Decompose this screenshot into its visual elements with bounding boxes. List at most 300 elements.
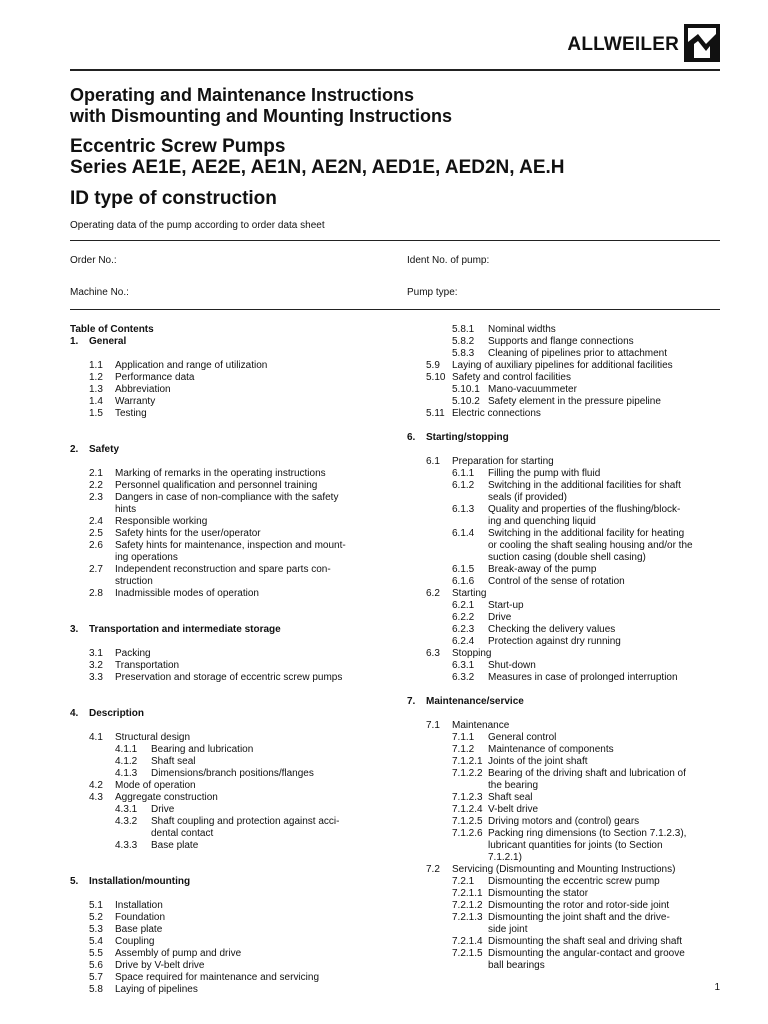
toc-spacer <box>70 348 390 360</box>
toc-entry-text: Cleaning of pipelines prior to attachment <box>488 348 667 359</box>
toc-entry <box>407 900 723 912</box>
toc-entry-number: 6.3.1 <box>452 660 475 671</box>
toc-entry-text: Dimensions/branch positions/flanges <box>151 768 314 779</box>
toc-entry <box>70 648 390 660</box>
toc-entry-text: Control of the sense of rotation <box>488 576 625 587</box>
toc-entry-text: Driving motors and (control) gears <box>488 816 640 827</box>
toc-spacer <box>70 720 390 732</box>
toc-entry-number: 1.5 <box>89 408 103 419</box>
toc-spacer <box>407 684 723 696</box>
toc-entry-text: Switching in the additional facility for heating <box>488 528 685 539</box>
toc-entry-number: 5.10.2 <box>452 396 480 407</box>
toc-entry-text: Starting <box>452 588 487 599</box>
toc-entry-text: Dismounting the eccentric screw pump <box>488 876 660 887</box>
rule-fields <box>70 309 720 310</box>
toc-entry-number: 1.4 <box>89 396 103 407</box>
toc-entry-text: dental contact <box>151 828 214 839</box>
toc-spacer <box>70 432 390 444</box>
toc-entry-number: 5.11 <box>426 408 445 419</box>
toc-entry-text: Electric connections <box>452 408 541 419</box>
toc-entry <box>407 528 723 540</box>
toc-entry-number: 5.2 <box>89 912 103 923</box>
toc-entry-text: Joints of the joint shaft <box>488 756 588 767</box>
toc-section-heading <box>70 876 390 888</box>
toc-entry <box>407 792 723 804</box>
toc-entry-text: lubricant quantities for joints (to Section <box>488 840 663 851</box>
toc-entry-text: Filling the pump with fluid <box>488 468 601 479</box>
toc-entry-number: 2.3 <box>89 492 103 503</box>
ident-no-label: Ident No. of pump: <box>407 255 490 266</box>
toc-entry-number: 6.1.4 <box>452 528 475 539</box>
toc-entry-text: Stopping <box>452 648 492 659</box>
toc-spacer <box>70 456 390 468</box>
toc-entry <box>407 516 723 528</box>
toc-entry <box>407 660 723 672</box>
toc-entry <box>407 624 723 636</box>
toc-spacer <box>70 600 390 612</box>
toc-entry-text: Independent reconstruction and spare parts con- <box>115 564 331 575</box>
toc-entry <box>70 900 390 912</box>
toc-entry-number: 7.2 <box>426 864 440 875</box>
toc-entry-number: 4.1.3 <box>115 768 138 779</box>
brand-header <box>567 24 720 62</box>
toc-entry-number: 2.1 <box>89 468 103 479</box>
toc-entry-text: Base plate <box>151 840 199 851</box>
toc-entry <box>407 960 723 972</box>
toc-entry-number: 1.2 <box>89 372 103 383</box>
toc-spacer <box>407 708 723 720</box>
toc-entry <box>70 840 390 852</box>
toc-entry-text: Safety and control facilities <box>452 372 571 383</box>
toc-entry-number: 5.8.3 <box>452 348 475 359</box>
toc-entry-text: Aggregate construction <box>115 792 218 803</box>
toc-entry <box>407 396 723 408</box>
toc-entry <box>407 492 723 504</box>
toc-entry <box>70 924 390 936</box>
toc-entry-number: 5.1 <box>89 900 103 911</box>
toc-entry-number: 4.1.2 <box>115 756 138 767</box>
title-line-5: ID type of construction <box>70 188 277 209</box>
toc-entry-text: V-belt drive <box>488 804 539 815</box>
toc-entry-text: Dismounting the angular-contact and groove <box>488 948 685 959</box>
toc-entry-text: Personnel qualification and personnel training <box>115 480 318 491</box>
toc-entry-number: 5.8 <box>89 984 103 995</box>
toc-entry-text: Preservation and storage of eccentric screw pumps <box>115 672 343 683</box>
toc-entry <box>70 960 390 972</box>
toc-entry <box>407 768 723 780</box>
toc-entry-text: Dismounting the stator <box>488 888 589 899</box>
toc-entry-text: Inadmissible modes of operation <box>115 588 259 599</box>
rule-intro <box>70 240 720 241</box>
toc-entry <box>70 408 390 420</box>
toc-entry-number: 7.2.1.1 <box>452 888 483 899</box>
toc-spacer <box>70 864 390 876</box>
page-number: 1 <box>714 982 720 993</box>
toc-entry <box>407 840 723 852</box>
toc-spacer <box>407 444 723 456</box>
toc-entry <box>407 348 723 360</box>
toc-entry <box>70 936 390 948</box>
toc-entry <box>407 756 723 768</box>
toc-entry-number: 5. <box>70 876 79 887</box>
toc-entry <box>70 468 390 480</box>
pump-type-label: Pump type: <box>407 287 458 298</box>
toc-entry <box>407 732 723 744</box>
toc-entry <box>407 336 723 348</box>
toc-section-heading <box>407 432 723 444</box>
toc-entry <box>407 372 723 384</box>
toc-entry-text: Quality and properties of the flushing/block- <box>488 504 681 515</box>
toc-entry <box>407 588 723 600</box>
title-line-4: Series AE1E, AE2E, AE1N, AE2N, AED1E, AED2N, AE.H <box>70 157 565 178</box>
toc-entry-text: Nominal widths <box>488 324 556 335</box>
toc-entry-text: Foundation <box>115 912 166 923</box>
toc-entry <box>407 672 723 684</box>
toc-entry <box>70 948 390 960</box>
toc-entry <box>70 516 390 528</box>
toc-entry-text: Application and range of utilization <box>115 360 268 371</box>
toc-entry-number: 1.3 <box>89 384 103 395</box>
toc-entry-text: side joint <box>488 924 528 935</box>
toc-entry-text: Transportation and intermediate storage <box>89 624 281 635</box>
toc-entry-number: 3.3 <box>89 672 103 683</box>
toc-entry <box>70 744 390 756</box>
toc-entry <box>407 648 723 660</box>
toc-entry-text: Protection against dry running <box>488 636 621 647</box>
title-line-3: Eccentric Screw Pumps <box>70 136 286 157</box>
toc-entry <box>407 480 723 492</box>
toc-spacer <box>70 636 390 648</box>
toc-entry-number: 7. <box>407 696 416 707</box>
toc-entry-text: Start-up <box>488 600 524 611</box>
toc-entry-text: Bearing and lubrication <box>151 744 254 755</box>
toc-entry-text: Description <box>89 708 145 719</box>
toc-spacer <box>70 696 390 708</box>
toc-entry <box>407 360 723 372</box>
toc-entry <box>407 564 723 576</box>
toc-entry <box>407 888 723 900</box>
toc-entry-number: 6.1 <box>426 456 440 467</box>
toc-entry-number: 1.1 <box>89 360 103 371</box>
toc-entry <box>70 480 390 492</box>
toc-entry-text: ball bearings <box>488 960 545 971</box>
toc-entry <box>70 912 390 924</box>
toc-entry-text: Safety <box>89 444 120 455</box>
toc-entry-text: hints <box>115 504 137 515</box>
toc-entry-text: struction <box>115 576 153 587</box>
toc-entry-number: 4.1.1 <box>115 744 138 755</box>
toc-entry <box>70 576 390 588</box>
toc-entry-text: Bearing of the driving shaft and lubrication of <box>488 768 686 779</box>
toc-entry-number: 7.1.2.1 <box>452 756 483 767</box>
toc-entry <box>407 504 723 516</box>
toc-section-heading <box>70 444 390 456</box>
toc-entry <box>70 588 390 600</box>
toc-entry-number: 5.6 <box>89 960 103 971</box>
toc-entry-text: Shaft seal <box>151 756 196 767</box>
toc-entry-number: 7.2.1 <box>452 876 475 887</box>
toc-entry-number: 6.1.3 <box>452 504 475 515</box>
toc-entry-text: Shaft seal <box>488 792 533 803</box>
toc-entry <box>70 552 390 564</box>
toc-entry-text: Shut-down <box>488 660 536 671</box>
toc-entry-text: or cooling the shaft sealing housing and/or the <box>488 540 693 551</box>
toc-entry-text: Testing <box>115 408 147 419</box>
toc-entry-number: 5.8.1 <box>452 324 475 335</box>
toc-entry-number: 3.2 <box>89 660 103 671</box>
toc-entry <box>407 876 723 888</box>
toc-entry-text: Safety hints for the user/operator <box>115 528 261 539</box>
toc-entry-number: 6.1.6 <box>452 576 475 587</box>
toc-entry-text: suction casing (double shell casing) <box>488 552 646 563</box>
toc-entry-text: Drive by V-belt drive <box>115 960 205 971</box>
toc-spacer <box>70 420 390 432</box>
toc-entry <box>70 360 390 372</box>
toc-entry-number: 1. <box>70 336 79 347</box>
toc-entry-text: Measures in case of prolonged interruption <box>488 672 678 683</box>
intro-text: Operating data of the pump according to order data sheet <box>70 220 325 231</box>
toc-entry-text: Transportation <box>115 660 180 671</box>
toc-entry-text: Shaft coupling and protection against acci- <box>151 816 340 827</box>
toc-entry-text: Performance data <box>115 372 195 383</box>
toc-entry-text: Dismounting the rotor and rotor-side joint <box>488 900 670 911</box>
toc-entry-number: 4.3.3 <box>115 840 138 851</box>
toc-entry <box>70 792 390 804</box>
toc-entry <box>407 408 723 420</box>
toc-entry-number: 7.1 <box>426 720 440 731</box>
toc-entry-text: Base plate <box>115 924 163 935</box>
toc-entry <box>407 540 723 552</box>
toc-entry <box>70 816 390 828</box>
toc-entry-number: 2.6 <box>89 540 103 551</box>
toc-entry-text: Dismounting the shaft seal and driving shaft <box>488 936 682 947</box>
toc-entry <box>407 912 723 924</box>
toc-entry-number: 2.2 <box>89 480 103 491</box>
toc-entry <box>70 984 390 996</box>
toc-entry <box>70 564 390 576</box>
brand-name: ALLWEILER <box>567 34 679 55</box>
toc-spacer <box>70 684 390 696</box>
toc-section-heading <box>407 696 723 708</box>
toc-entry-number: 7.1.2.2 <box>452 768 483 779</box>
toc-entry-number: 7.2.1.4 <box>452 936 483 947</box>
toc-entry <box>70 768 390 780</box>
toc-entry <box>407 612 723 624</box>
toc-entry <box>70 372 390 384</box>
machine-no-label: Machine No.: <box>70 287 129 298</box>
toc-entry-text: General control <box>488 732 557 743</box>
toc-entry <box>407 852 723 864</box>
toc-section-heading <box>70 336 390 348</box>
toc-entry-text: Structural design <box>115 732 191 743</box>
toc-entry-text: Dismounting the joint shaft and the drive- <box>488 912 670 923</box>
toc-entry-text: Supports and flange connections <box>488 336 634 347</box>
toc-entry <box>407 780 723 792</box>
toc-entry-number: 6.2 <box>426 588 440 599</box>
toc-entry-number: 2.4 <box>89 516 103 527</box>
toc-heading: Table of Contents <box>70 324 154 335</box>
toc-entry-number: 4.3.1 <box>115 804 138 815</box>
toc-entry-text: Abbreviation <box>115 384 171 395</box>
toc-entry <box>70 672 390 684</box>
toc-entry-number: 6.2.1 <box>452 600 475 611</box>
toc-entry <box>407 816 723 828</box>
toc-entry <box>70 756 390 768</box>
toc-entry-number: 7.2.1.5 <box>452 948 483 959</box>
toc-entry-text: Installation <box>115 900 163 911</box>
toc-entry-text: Checking the delivery values <box>488 624 616 635</box>
header-rule <box>70 69 720 71</box>
toc-entry-text: Maintenance <box>452 720 510 731</box>
toc-entry-number: 7.2.1.2 <box>452 900 483 911</box>
toc-entry-text: Starting/stopping <box>426 432 509 443</box>
toc-entry <box>407 324 723 336</box>
toc-entry-number: 2.8 <box>89 588 103 599</box>
toc-entry-text: Marking of remarks in the operating instructions <box>115 468 326 479</box>
toc-entry-number: 5.4 <box>89 936 103 947</box>
toc-entry-number: 6.2.2 <box>452 612 475 623</box>
toc-entry <box>407 552 723 564</box>
toc-entry-text: 7.1.2.1) <box>488 852 522 863</box>
toc-entry-number: 7.2.1.3 <box>452 912 483 923</box>
toc-entry <box>407 468 723 480</box>
toc-entry-text: Dangers in case of non-compliance with the safety <box>115 492 339 503</box>
toc-entry-number: 2. <box>70 444 79 455</box>
toc-entry-number: 7.1.2.5 <box>452 816 483 827</box>
toc-entry <box>70 492 390 504</box>
toc-section-heading <box>70 708 390 720</box>
toc-entry-number: 6.3 <box>426 648 440 659</box>
toc-entry-text: Servicing (Dismounting and Mounting Instructions) <box>452 864 676 875</box>
toc-section-heading <box>70 624 390 636</box>
toc-entry-number: 5.8.2 <box>452 336 475 347</box>
toc-entry-text: Space required for maintenance and servicing <box>115 972 320 983</box>
toc-entry-number: 4.1 <box>89 732 103 743</box>
toc-entry-number: 6.1.5 <box>452 564 475 575</box>
toc-entry-text: seals (if provided) <box>488 492 567 503</box>
toc-entry-text: Coupling <box>115 936 155 947</box>
toc-spacer <box>70 888 390 900</box>
toc-entry-text: Warranty <box>115 396 156 407</box>
toc-entry <box>407 948 723 960</box>
toc-entry-text: Maintenance/service <box>426 696 524 707</box>
toc-entry <box>70 384 390 396</box>
toc-entry-text: Laying of pipelines <box>115 984 198 995</box>
toc-entry-number: 4. <box>70 708 79 719</box>
allweiler-logo-icon <box>684 24 720 62</box>
toc-entry-text: Drive <box>151 804 175 815</box>
toc-entry <box>70 396 390 408</box>
toc-entry <box>70 732 390 744</box>
toc-entry <box>70 540 390 552</box>
toc-entry-text: Maintenance of components <box>488 744 614 755</box>
toc-entry-number: 6.1.2 <box>452 480 475 491</box>
toc-entry-number: 5.7 <box>89 972 103 983</box>
toc-entry-number: 6.1.1 <box>452 468 475 479</box>
toc-entry-text: Installation/mounting <box>89 876 191 887</box>
title-line-1: Operating and Maintenance Instructions <box>70 85 415 105</box>
toc-entry <box>70 504 390 516</box>
toc-entry-text: Assembly of pump and drive <box>115 948 242 959</box>
toc-entry <box>407 924 723 936</box>
toc-left-column <box>70 324 390 996</box>
toc-entry-text: Safety element in the pressure pipeline <box>488 396 661 407</box>
toc-entry <box>70 972 390 984</box>
toc-entry <box>407 720 723 732</box>
order-no-label: Order No.: <box>70 255 117 266</box>
toc-entry-number: 7.1.2 <box>452 744 475 755</box>
toc-entry-number: 7.1.2.3 <box>452 792 483 803</box>
toc-entry-number: 4.2 <box>89 780 103 791</box>
toc-entry-number: 3.1 <box>89 648 103 659</box>
toc-entry-text: ing operations <box>115 552 178 563</box>
toc-entry-number: 5.5 <box>89 948 103 959</box>
toc-spacer <box>70 612 390 624</box>
toc-spacer <box>407 420 723 432</box>
toc-entry <box>407 828 723 840</box>
toc-entry-text: Mano-vacuummeter <box>488 384 577 395</box>
toc-entry <box>407 936 723 948</box>
toc-entry-number: 6. <box>407 432 416 443</box>
toc-entry-number: 6.2.3 <box>452 624 475 635</box>
toc-spacer <box>70 852 390 864</box>
toc-entry-text: Mode of operation <box>115 780 196 791</box>
toc-entry <box>70 660 390 672</box>
toc-entry-text: Drive <box>488 612 512 623</box>
toc-entry <box>70 804 390 816</box>
toc-entry-number: 5.9 <box>426 360 440 371</box>
toc-entry <box>407 600 723 612</box>
toc-entry-number: 7.1.2.6 <box>452 828 483 839</box>
toc-entry <box>70 828 390 840</box>
toc-entry-number: 5.10.1 <box>452 384 480 395</box>
toc-entry-text: Break-away of the pump <box>488 564 597 575</box>
toc-entry-number: 2.5 <box>89 528 103 539</box>
toc-entry-number: 5.3 <box>89 924 103 935</box>
toc-entry-number: 6.2.4 <box>452 636 475 647</box>
toc-entry-text: Preparation for starting <box>452 456 554 467</box>
toc-entry <box>407 744 723 756</box>
toc-entry-text: Laying of auxiliary pipelines for additional facilities <box>452 360 673 371</box>
toc-entry <box>407 384 723 396</box>
toc-entry <box>70 528 390 540</box>
toc-entry-text: Packing <box>115 648 151 659</box>
toc-entry-text: ing and quenching liquid <box>488 516 596 527</box>
toc-entry-number: 4.3 <box>89 792 103 803</box>
toc-entry-number: 2.7 <box>89 564 103 575</box>
toc-entry-number: 5.10 <box>426 372 446 383</box>
toc-entry <box>407 456 723 468</box>
toc-entry-text: Responsible working <box>115 516 208 527</box>
toc-entry <box>407 804 723 816</box>
toc-entry-text: Switching in the additional facilities for shaft <box>488 480 681 491</box>
title-line-2: with Dismounting and Mounting Instructions <box>70 106 452 126</box>
toc-entry <box>407 864 723 876</box>
toc-entry-number: 6.3.2 <box>452 672 475 683</box>
toc-entry <box>70 780 390 792</box>
toc-right-column <box>407 324 723 972</box>
toc-entry-text: Safety hints for maintenance, inspection and mount- <box>115 540 346 551</box>
toc-entry <box>407 576 723 588</box>
toc-entry-number: 7.1.2.4 <box>452 804 483 815</box>
toc-entry-number: 4.3.2 <box>115 816 138 827</box>
toc-entry-text: the bearing <box>488 780 539 791</box>
toc-entry-text: Packing ring dimensions (to Section 7.1.2.3), <box>488 828 687 839</box>
toc-entry-text: General <box>89 336 127 347</box>
toc-entry <box>407 636 723 648</box>
toc-entry-number: 7.1.1 <box>452 732 475 743</box>
toc-entry-number: 3. <box>70 624 79 635</box>
